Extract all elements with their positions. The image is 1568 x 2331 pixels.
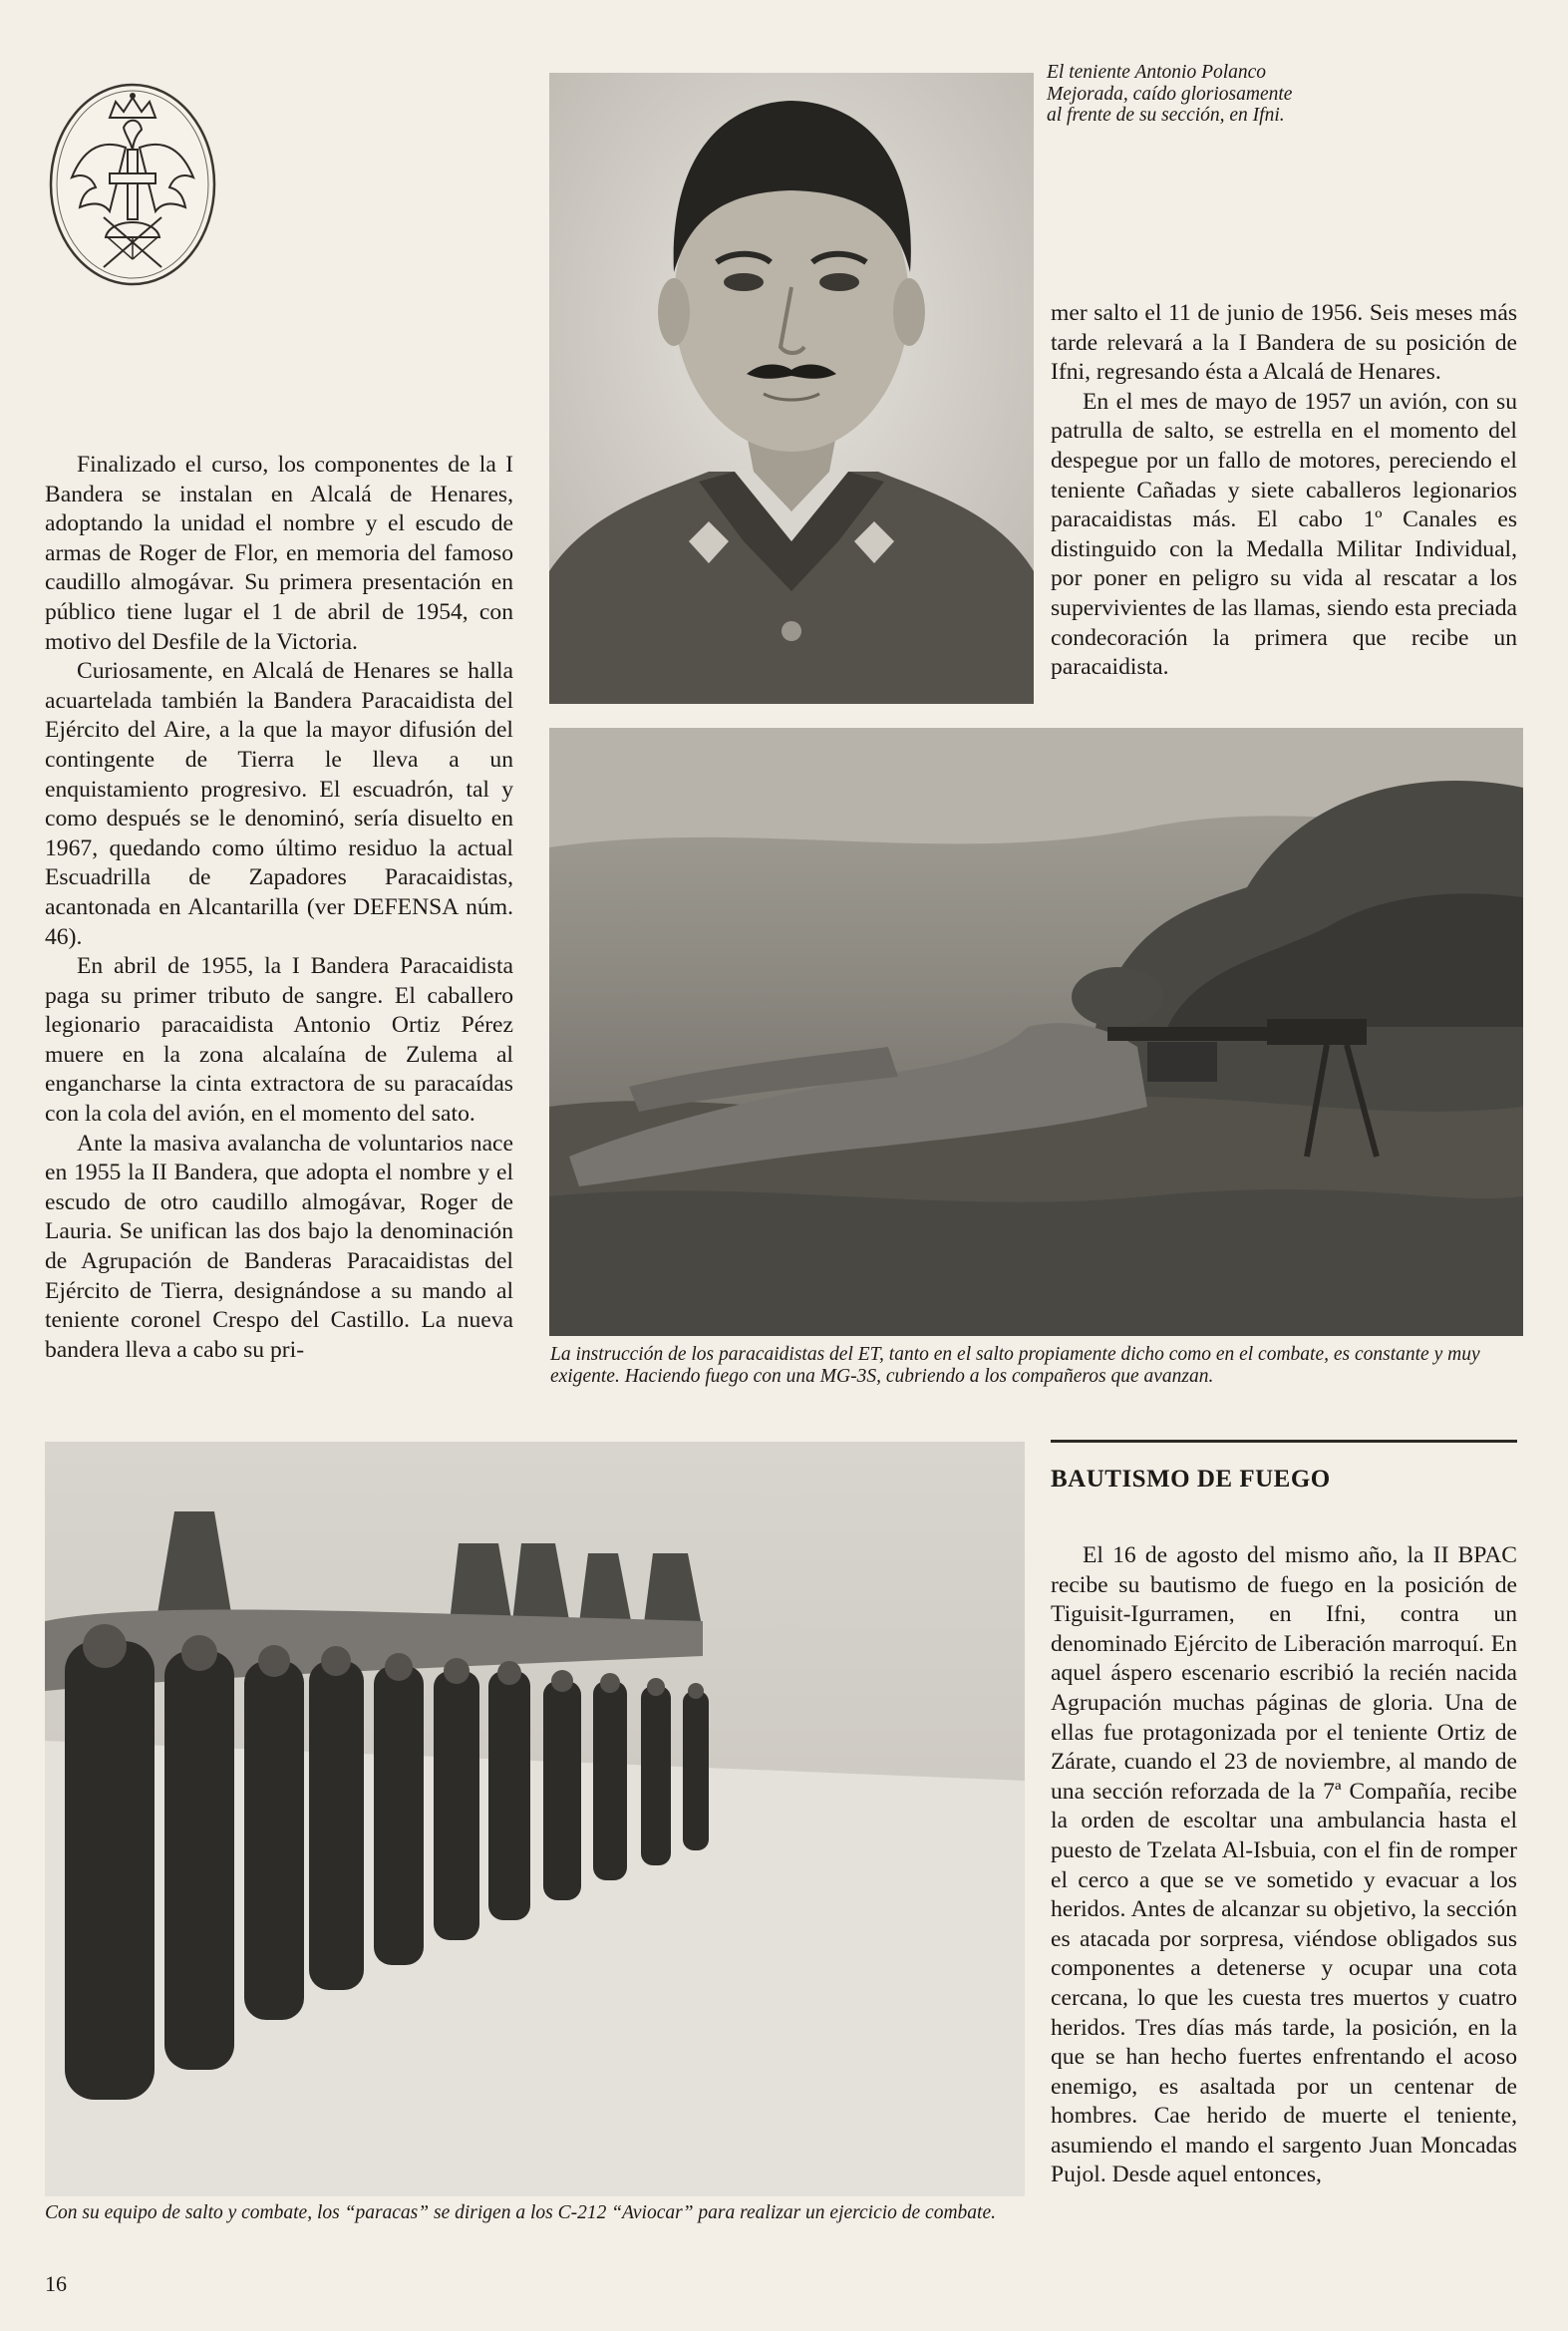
section-text — [1051, 1541, 1517, 2190]
left-paragraph-1: Finalizado el curso, los componentes de la I Bandera se instalan en Alcalá de Henares, adoptando la unidad el nombre y el escudo de armas de Roger de Flor, en memoria del famoso caudillo almogávar. Su primera presentación en público tiene lugar el 1 de abril de 1954, con motivo del Desfile de la Victoria. — [45, 452, 513, 655]
right-paragraph-1: mer salto el 11 de junio de 1956. Seis meses más tarde relevará a la I Bandera de su posición de Ifni, regresando ésta a Alcalá de Henares. — [1051, 300, 1517, 386]
page-number: 16 — [45, 2271, 67, 2296]
section-paragraph: El 16 de agosto del mismo año, la II BPAC recibe su bautismo de fuego en la posición de Tiguisit-Igurramen, en Ifni, contra un denominado Ejército de Liberación marroquí. En aquel áspero escenario escribió la recién nacida Agrupación muchas páginas de gloria. Una de ellas fue protagonizada por el teniente Ortiz de Zárate, cuando el 23 de noviembre, al mando de una sección reforzada de la 7ª Compañía, recibe la orden de escoltar una ambulancia hasta el puesto de Tzelata Al-Isbuia, con el fin de romper el cerco a que se ve sometido y evacuar a los heridos. Antes de alcanzar su objetivo, la sección es atacada por sorpresa, viéndose obligados sus componentes a detenerse y ocupar una cota cercana, lo que les cuesta tres muertos y cuatro heridos. Tres días más tarde, la posición, en la que se han hecho fuertes enfrentando el acoso enemigo, es asaltada por un centenar de hombres. Cae herido de muerte el teniente, asumiendo el mando el sargento Juan Moncadas Pujol. Desde aquel entonces, — [1051, 1542, 1517, 2188]
left-paragraph-4: Ante la masiva avalancha de voluntarios nace en 1955 la II Bandera, que adopta el nombre y el escudo de otro caudillo almogávar, Roger de Lauria. Se unifican las dos bajo la denominación de Agrupación de Banderas Paracaidistas del Ejército de Tierra, designándose a su mando al teniente coronel Crespo del Castillo. La nueva bandera lleva a cabo su pri- — [45, 1130, 513, 1363]
soldier-firing-mg3-illustration — [549, 728, 1523, 1336]
left-paragraph-3: En abril de 1955, la I Bandera Paracaidista paga su primer tributo de sangre. El caballero legionario paracaidista Antonio Ortiz Pérez muere en la zona alcalaína de Zulema al engancharse la cinta extractora de su paracaídas con la cola del avión, en el momento del sato. — [45, 953, 513, 1128]
portrait-caption: El teniente Antonio Polanco Mejorada, caído gloriosamente al frente de su sección, en Ifni. — [1047, 62, 1293, 126]
march-caption: Con su equipo de salto y combate, los “paracas” se dirigen a los C-212 “Aviocar” para realizar un ejercicio de combate. — [45, 2202, 996, 2223]
machine-gun-caption: La instrucción de los paracaidistas del ET, tanto en el salto propiamente dicho como en el combate, es constante y muy exigente. Haciendo fuego con una MG-3S, cubriendo a los compañeros que avanzan. — [550, 1344, 1480, 1387]
emblem — [44, 78, 221, 291]
section-rule — [1051, 1440, 1517, 1443]
paratroopers-marching-illustration — [45, 1442, 1025, 2196]
section-heading: BAUTISMO DE FUEGO — [1051, 1466, 1331, 1493]
right-paragraph-2: En el mes de mayo de 1957 un avión, con su patrulla de salto, se estrella en el momento del despegue por un fallo de motores, pereciendo el teniente Cañadas y siete caballeros legionarios paracaidistas más. El cabo 1º Canales es distinguido con la Medalla Militar Individual, por poner en peligro su vida al rescatar a los supervivientes de las llamas, siendo esta preciada condecoración la primera que recibe un paracaidista. — [1051, 388, 1517, 681]
paratrooper-eagle-crest-icon — [44, 78, 221, 291]
left-paragraph-2: Curiosamente, en Alcalá de Henares se halla acuartelada también la Bandera Paracaidista del Ejército del Aire, a la que la mayor difusión del contingente de Tierra le lleva a un enquistamiento progresivo. El escuadrón, tal y como después se le denominó, sería disuelto en 1967, quedando como último residuo la actual Escuadrilla de Zapadores Paracaidistas, acantonada en Alcantarilla (ver DEFENSA núm. 46). — [45, 658, 513, 950]
machine-gun-photo — [549, 728, 1523, 1336]
portrait-photo — [549, 73, 1034, 704]
officer-portrait-illustration — [549, 73, 1034, 704]
march-photo — [45, 1442, 1025, 2196]
left-column-text — [45, 451, 513, 1365]
right-column-text — [1051, 299, 1517, 683]
